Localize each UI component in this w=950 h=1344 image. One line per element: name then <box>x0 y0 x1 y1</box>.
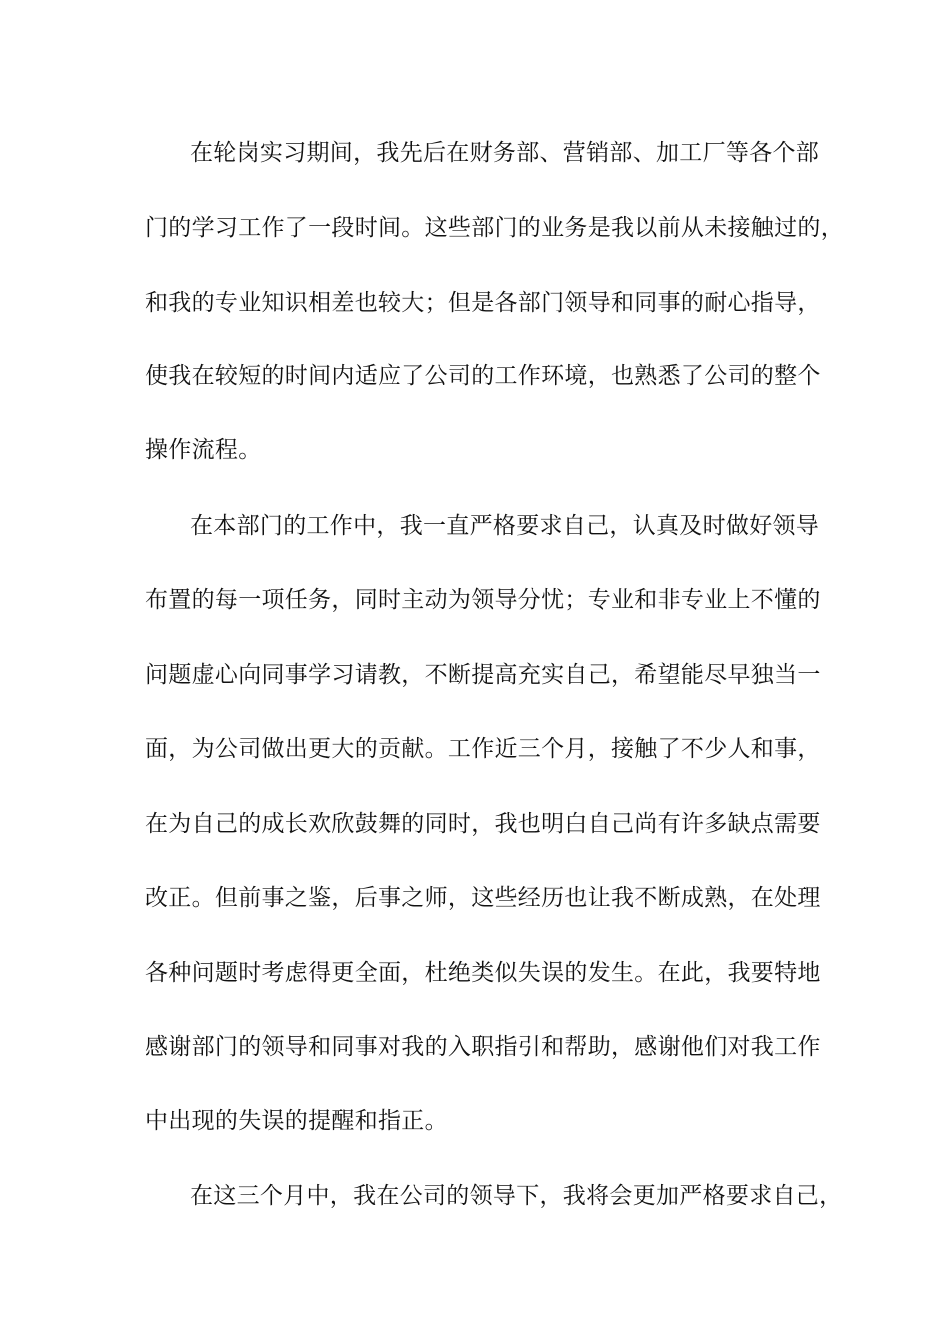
paragraph-1-line-1: 在轮岗实习期间，我先后在财务部、营销部、加工厂等各个部 <box>190 140 820 166</box>
paragraph-2-line-5: 在为自己的成长欢欣鼓舞的同时，我也明白自己尚有许多缺点需要 <box>145 811 821 837</box>
paragraph-1-line-2: 门的学习工作了一段时间。这些部门的业务是我以前从未接触过的， <box>145 215 844 241</box>
paragraph-2-line-3: 问题虚心向同事学习请教，不断提高充实自己，希望能尽早独当一 <box>145 662 821 688</box>
paragraph-2-line-4: 面，为公司做出更大的贡献。工作近三个月，接触了不少人和事， <box>145 736 821 762</box>
paragraph-1-line-4: 使我在较短的时间内适应了公司的工作环境，也熟悉了公司的整个 <box>145 363 821 389</box>
paragraph-2-line-1: 在本部门的工作中，我一直严格要求自己，认真及时做好领导 <box>190 513 820 539</box>
paragraph-2-line-8: 感谢部门的领导和同事对我的入职指引和帮助，感谢他们对我工作 <box>145 1034 821 1060</box>
paragraph-2-line-7: 各种问题时考虑得更全面，杜绝类似失误的发生。在此，我要特地 <box>145 960 821 986</box>
paragraph-2-line-9: 中出现的失误的提醒和指正。 <box>145 1108 448 1134</box>
paragraph-1-line-5: 操作流程。 <box>145 437 262 463</box>
paragraph-1-line-3: 和我的专业知识相差也较大；但是各部门领导和同事的耐心指导， <box>145 290 821 316</box>
paragraph-2-line-2: 布置的每一项任务，同时主动为领导分忧；专业和非专业上不懂的 <box>145 587 821 613</box>
paragraph-2-line-6: 改正。但前事之鉴，后事之师，这些经历也让我不断成熟，在处理 <box>145 885 821 911</box>
paragraph-3-line-1: 在这三个月中，我在公司的领导下，我将会更加严格要求自己， <box>190 1183 843 1209</box>
